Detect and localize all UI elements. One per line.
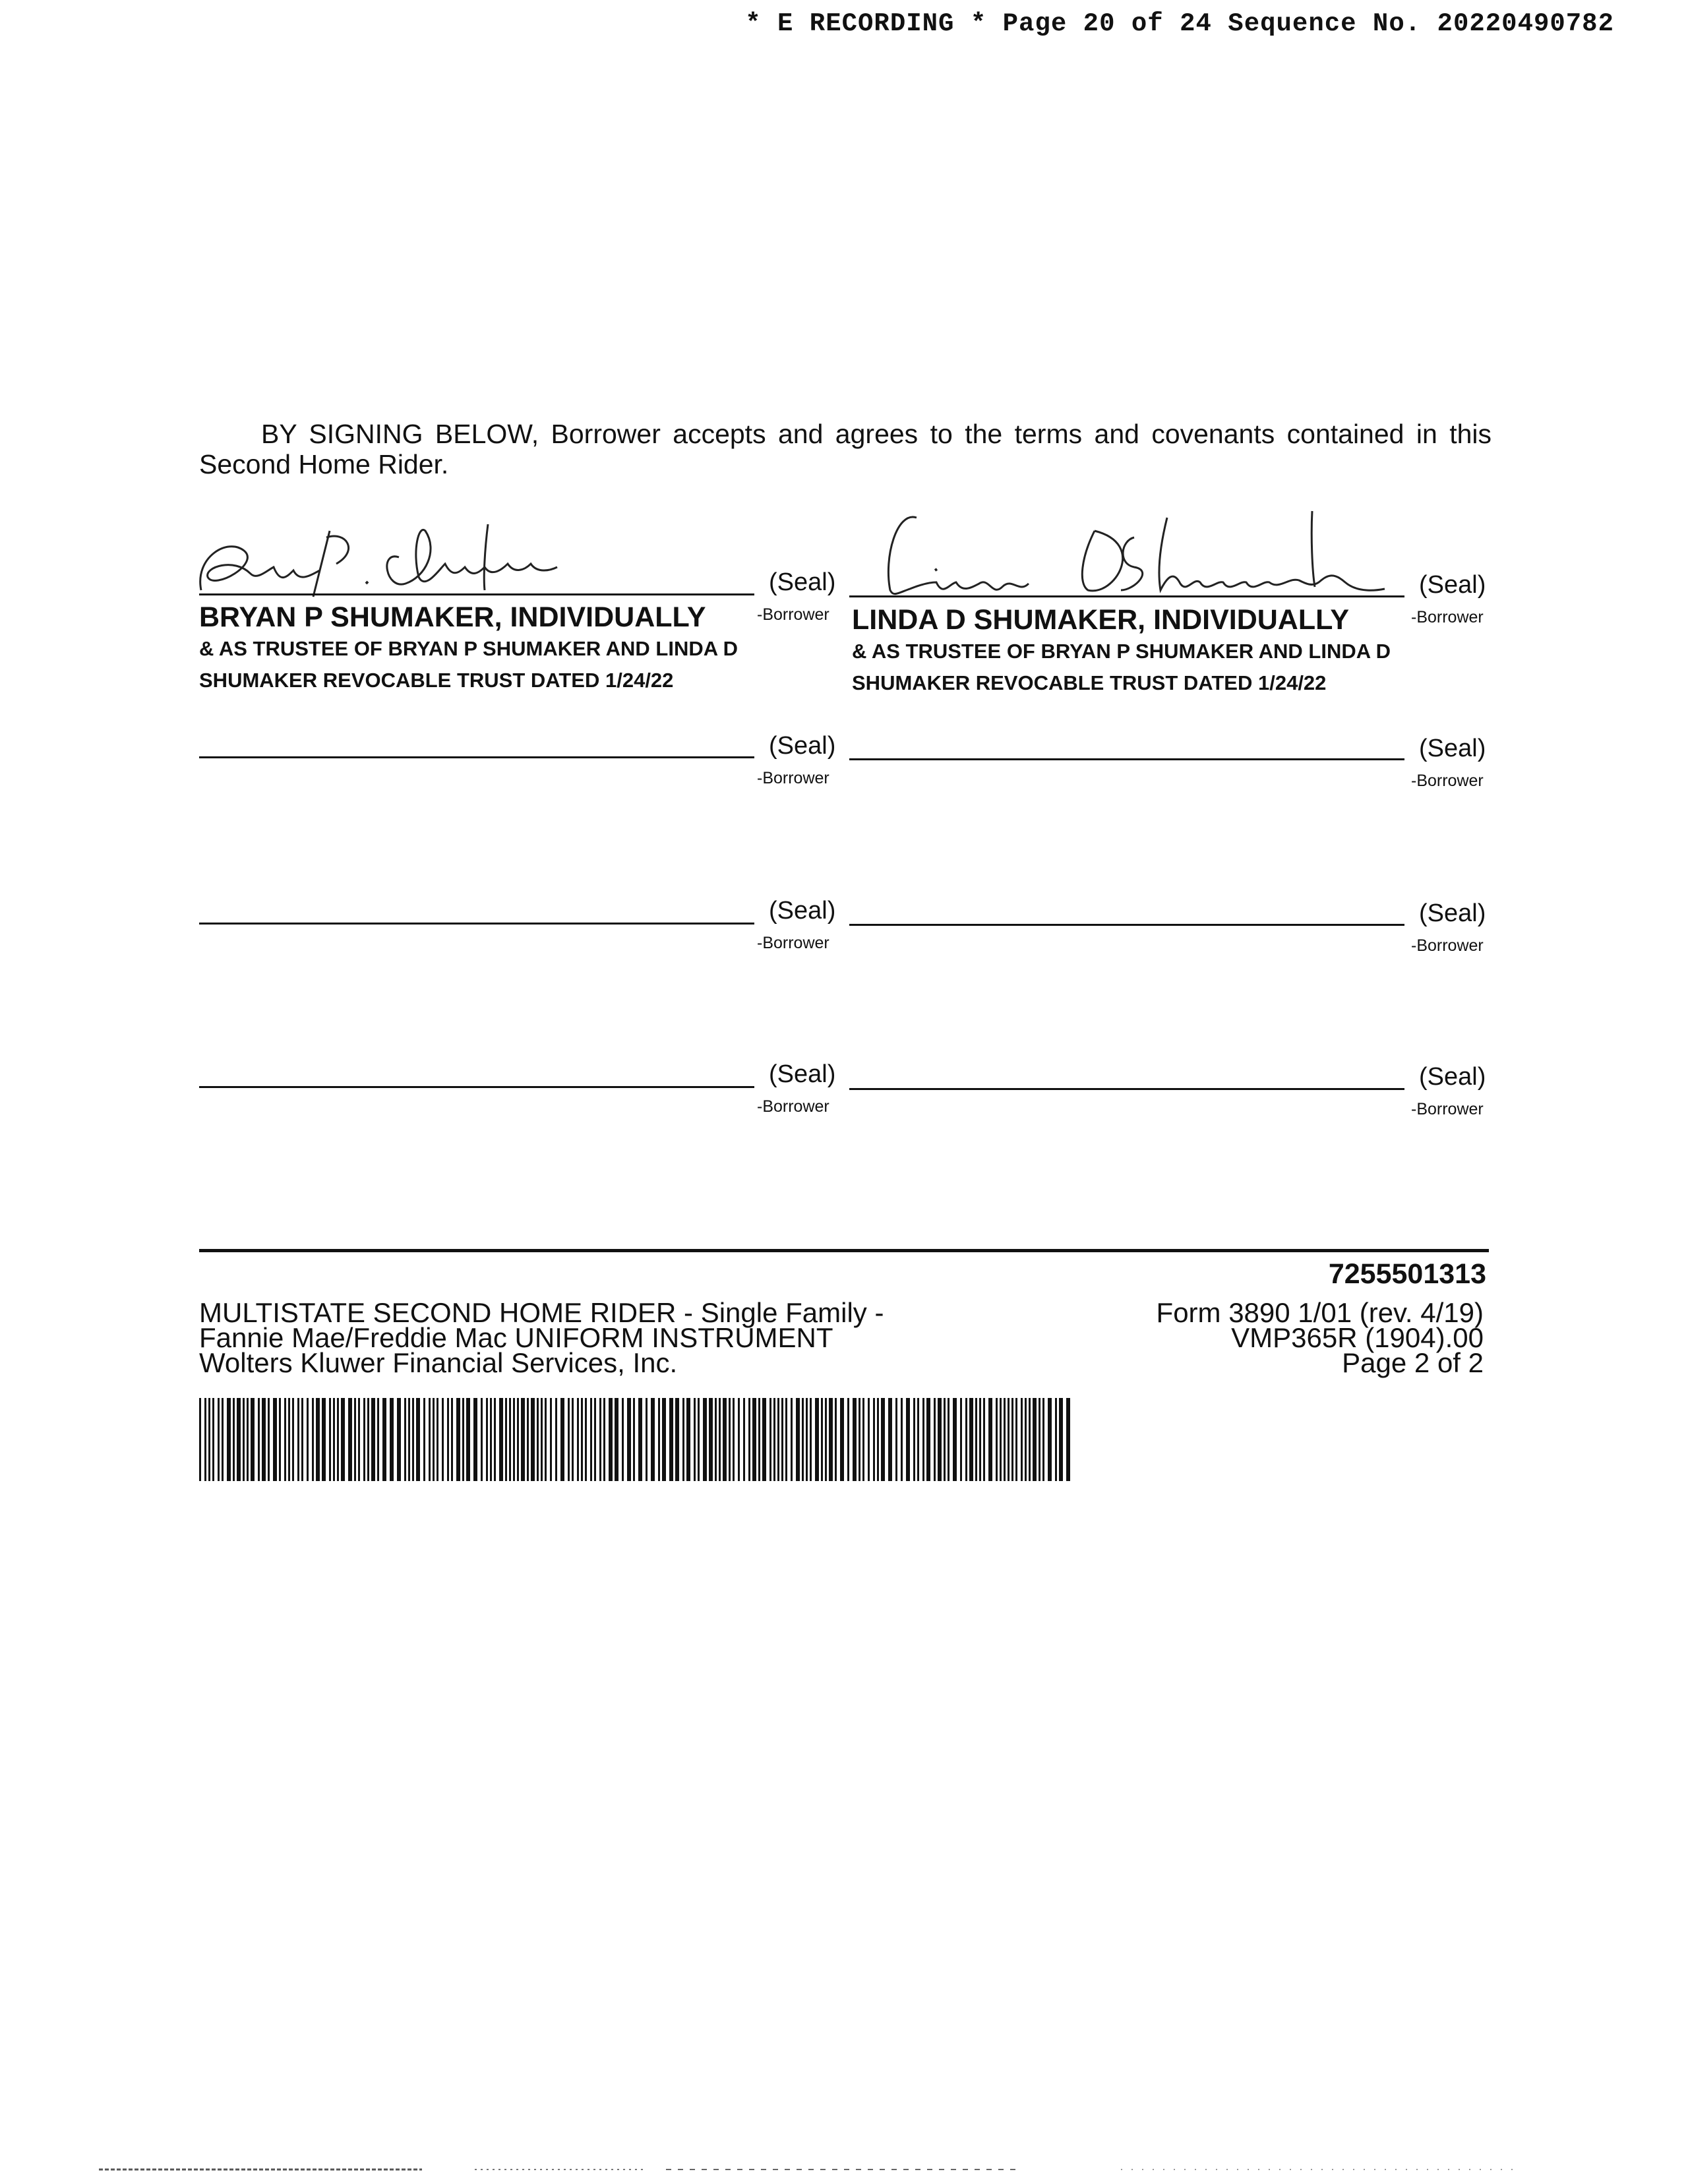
blank-signature-line [199, 756, 754, 758]
scan-edge-artifact [0, 2167, 1688, 2172]
form-publisher: Wolters Kluwer Financial Services, Inc. [199, 1347, 678, 1378]
blank-signature-line [849, 758, 1404, 760]
recording-header: * E RECORDING * Page 20 of 24 Sequence No. 20220490782 [745, 9, 1614, 38]
agreement-text: Borrower accepts and agrees to the terms and covenants contained in this Second Home Rider. [199, 419, 1492, 479]
borrower-label: -Borrower [757, 934, 829, 952]
seal-label: (Seal) [1419, 899, 1486, 927]
borrower-label: -Borrower [1411, 1100, 1484, 1118]
trustee-line-2: SHUMAKER REVOCABLE TRUST DATED 1/24/22 [199, 669, 674, 692]
agreement-paragraph [199, 419, 1492, 479]
page-number: Page 2 of 2 [1342, 1347, 1484, 1378]
form-title: MULTISTATE SECOND HOME RIDER - Single Family - [199, 1297, 884, 1328]
form-number: Form 3890 1/01 (rev. 4/19) [1156, 1297, 1484, 1328]
agreement-lead: BY SIGNING BELOW, [261, 419, 539, 449]
barcode-icon [199, 1398, 1073, 1481]
form-id-block [1156, 1297, 1484, 1378]
blank-signature-line [849, 924, 1404, 926]
borrower-label: -Borrower [1411, 608, 1484, 626]
borrower-label: -Borrower [757, 769, 829, 787]
seal-label: (Seal) [769, 732, 836, 760]
blank-signature-line [199, 1086, 754, 1088]
seal-label: (Seal) [769, 897, 836, 925]
seal-label: (Seal) [769, 568, 836, 596]
trustee-line-2: SHUMAKER REVOCABLE TRUST DATED 1/24/22 [852, 671, 1327, 694]
footer-rule [199, 1249, 1489, 1252]
borrower-label: -Borrower [757, 605, 829, 624]
signature-bryan [188, 511, 584, 603]
trustee-line-1: & AS TRUSTEE OF BRYAN P SHUMAKER AND LINDA D [199, 637, 738, 660]
borrower-name-linda: LINDA D SHUMAKER, INDIVIDUALLY [852, 604, 1350, 636]
seal-label: (Seal) [1419, 1063, 1486, 1091]
seal-label: (Seal) [769, 1060, 836, 1088]
form-instrument: Fannie Mae/Freddie Mac UNIFORM INSTRUMENT [199, 1322, 833, 1353]
blank-signature-line [199, 923, 754, 925]
borrower-name-bryan: BRYAN P SHUMAKER, INDIVIDUALLY [199, 601, 706, 633]
loan-number: 7255501313 [1328, 1258, 1486, 1290]
borrower-label: -Borrower [1411, 772, 1484, 790]
signature-line-linda [849, 595, 1404, 597]
seal-label: (Seal) [1419, 735, 1486, 762]
signature-line-bryan [199, 593, 754, 595]
borrower-label: -Borrower [757, 1097, 829, 1116]
seal-label: (Seal) [1419, 571, 1486, 599]
form-title-block [199, 1297, 884, 1378]
borrower-label: -Borrower [1411, 936, 1484, 955]
signature-linda [857, 504, 1424, 603]
trustee-line-1: & AS TRUSTEE OF BRYAN P SHUMAKER AND LINDA D [852, 640, 1391, 663]
blank-signature-line [849, 1088, 1404, 1090]
form-code: VMP365R (1904).00 [1231, 1322, 1484, 1353]
